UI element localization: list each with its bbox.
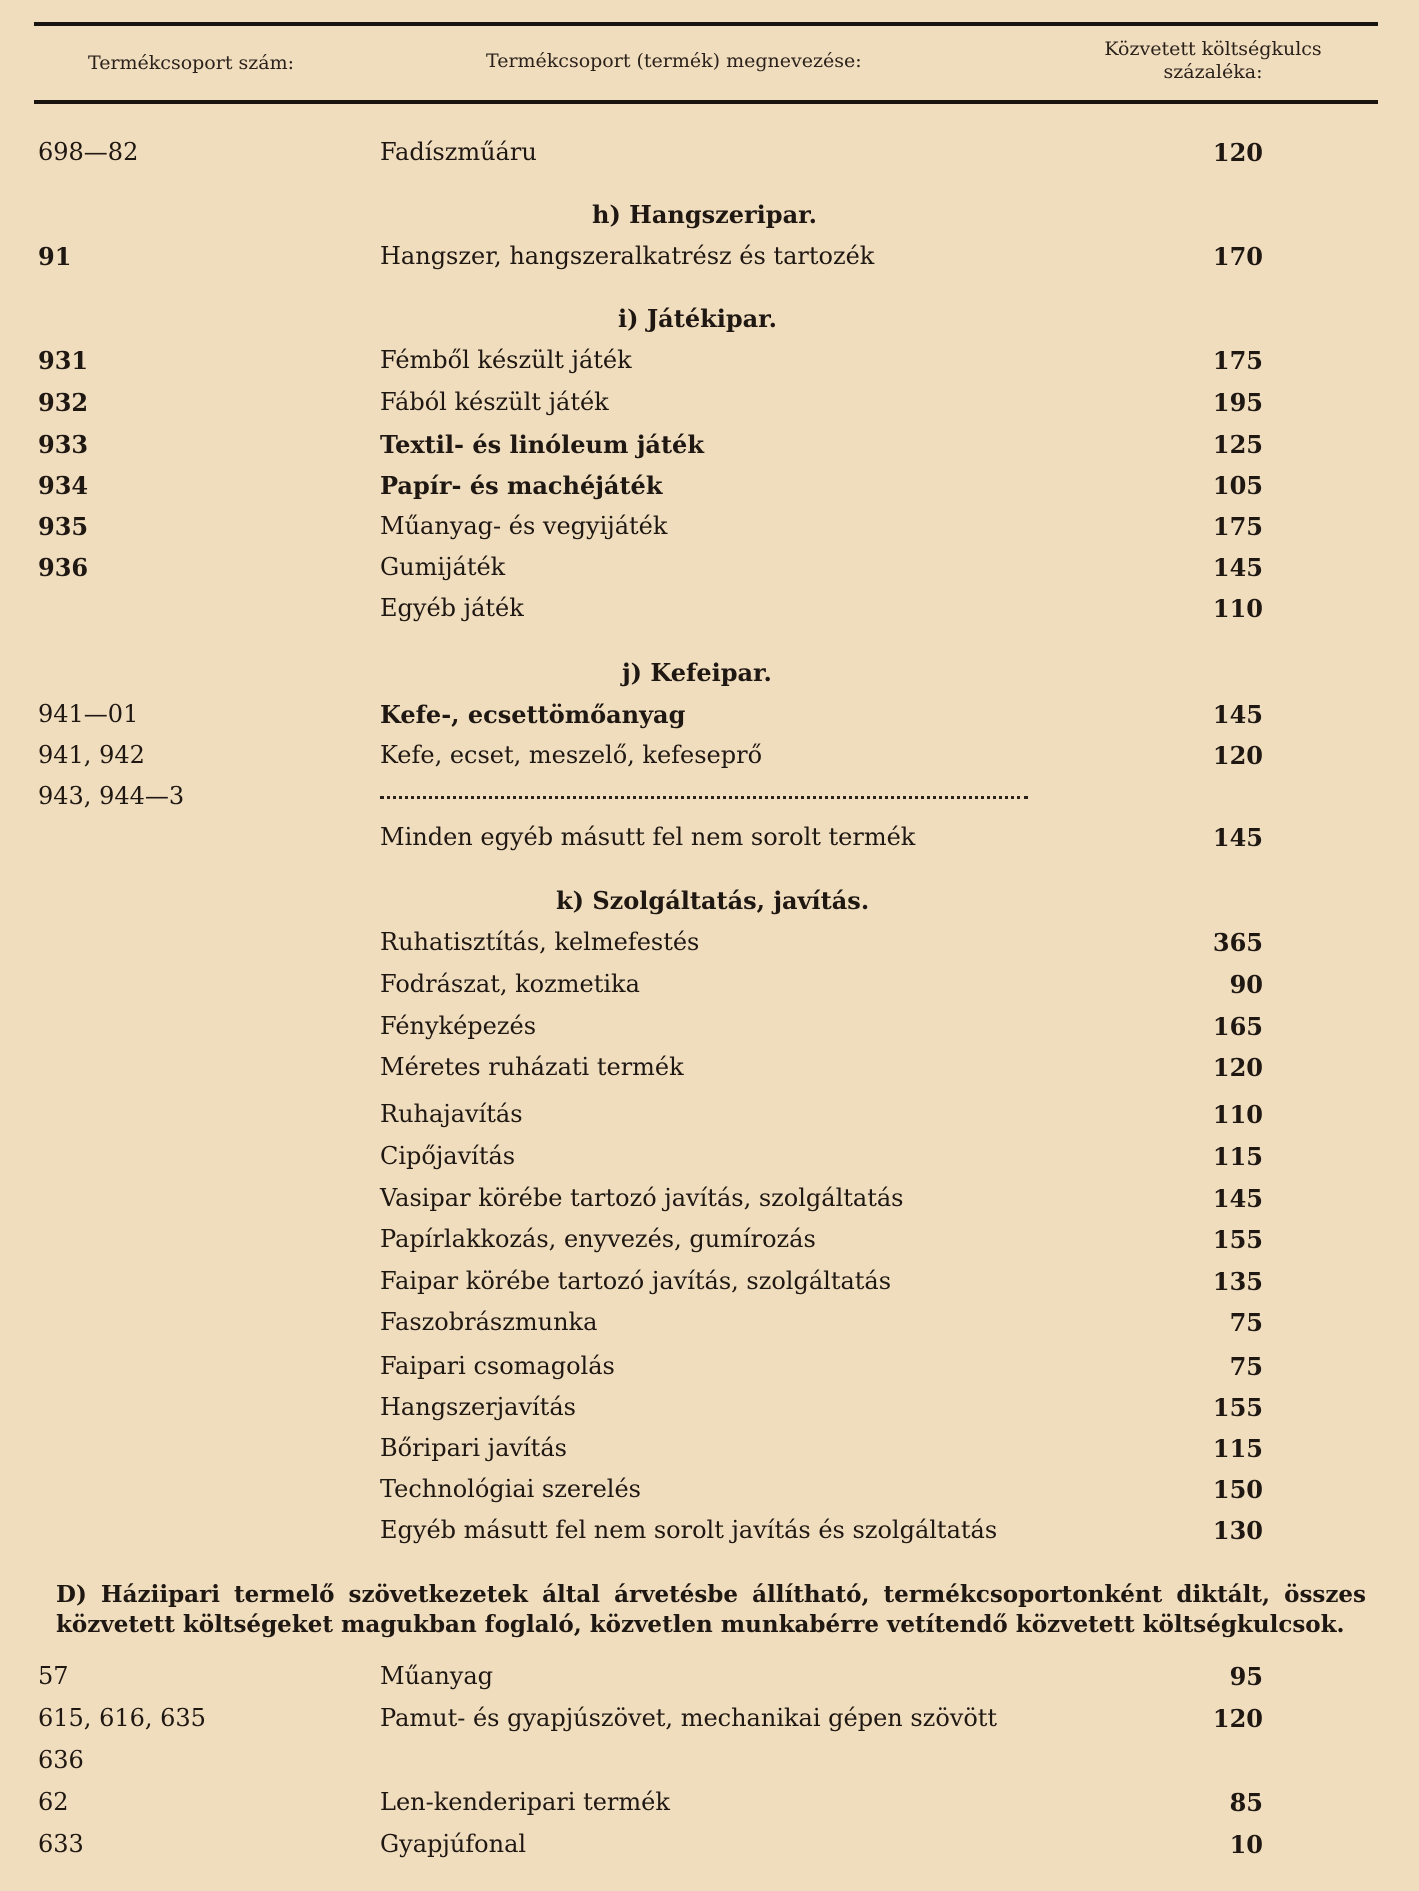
row-code: 698—82 [38, 138, 139, 166]
row-name: Bőripari javítás [380, 1434, 567, 1462]
row-name: Ruhatisztítás, kelmefestés [380, 928, 700, 956]
row-value: 90 [1229, 970, 1263, 999]
header-key-line1: Közvetett költségkulcs [1104, 38, 1322, 60]
section-heading-k: k) Szolgáltatás, javítás. [556, 886, 870, 915]
table-row [0, 1308, 1419, 1346]
row-name: Papír- és machéjáték [380, 471, 663, 500]
table-row [0, 970, 1419, 1008]
row-name: Cipőjavítás [380, 1142, 516, 1170]
table-row [0, 1352, 1419, 1390]
row-value: 170 [1212, 242, 1263, 271]
row-value: 120 [1212, 741, 1263, 770]
table-row [0, 553, 1419, 591]
row-value: 365 [1212, 928, 1263, 957]
row-code: 57 [38, 1662, 69, 1690]
table-row [0, 138, 1419, 176]
section-heading-h: h) Hangszeripar. [592, 200, 817, 229]
row-value: 175 [1212, 346, 1263, 375]
table-row [0, 700, 1419, 738]
table-row [0, 1788, 1419, 1826]
section-heading-i: i) Játékipar. [618, 304, 777, 333]
row-value: 115 [1212, 1434, 1263, 1463]
row-name: Méretes ruházati termék [380, 1053, 684, 1081]
row-name: Hangszerjavítás [380, 1393, 576, 1421]
row-value: 145 [1212, 553, 1263, 582]
table-row [0, 512, 1419, 550]
row-name: Pamut- és gyapjúszövet, mechanikai gépen szövött [380, 1704, 998, 1732]
header-key [1082, 38, 1344, 84]
row-code: 91 [38, 242, 72, 271]
row-code: 941—01 [38, 700, 139, 728]
row-name: Egyéb játék [380, 594, 524, 622]
table-row [0, 1516, 1419, 1554]
row-code: 62 [38, 1788, 69, 1816]
table-row [0, 928, 1419, 966]
row-name: Technológiai szerelés [380, 1475, 641, 1503]
header-name: Termékcsoport (termék) megnevezése: [486, 50, 862, 72]
row-value: 110 [1212, 594, 1263, 623]
row-name: Gumijáték [380, 553, 506, 581]
table-row [0, 388, 1419, 426]
table-row [0, 1100, 1419, 1138]
table-row [0, 823, 1419, 861]
row-value: 130 [1212, 1516, 1263, 1545]
table-row [0, 1267, 1419, 1305]
table-row [0, 1830, 1419, 1868]
row-name: Kefe, ecset, meszelő, kefeseprő [380, 741, 763, 769]
row-name: Faipar körébe tartozó javítás, szolgáltatás [380, 1267, 892, 1295]
table-row [0, 1746, 1419, 1784]
row-name: Vasipar körébe tartozó javítás, szolgáltatás [380, 1184, 904, 1212]
row-value: 120 [1212, 138, 1263, 167]
row-value: 10 [1229, 1830, 1263, 1859]
row-code: 941, 942 [38, 741, 145, 769]
row-value: 120 [1212, 1053, 1263, 1082]
row-value: 75 [1229, 1352, 1263, 1381]
dotted-leader [380, 796, 1028, 799]
table-row [0, 1053, 1419, 1091]
table-row [0, 1225, 1419, 1263]
row-name: Textil- és linóleum játék [380, 430, 704, 459]
row-name: Fémből készült játék [380, 346, 632, 374]
row-code: 636 [38, 1746, 84, 1774]
row-name: Fából készült játék [380, 388, 609, 416]
row-value: 145 [1212, 700, 1263, 729]
row-name: Kefe-, ecsettömőanyag [380, 700, 686, 729]
row-name: Műanyag [380, 1662, 494, 1690]
row-code: 615, 616, 635 [38, 1704, 206, 1732]
top-rule [34, 22, 1378, 26]
row-name: Fodrászat, kozmetika [380, 970, 640, 998]
row-value: 110 [1212, 1100, 1263, 1129]
table-row [0, 741, 1419, 779]
row-code: 935 [38, 512, 89, 541]
row-value: 125 [1212, 430, 1263, 459]
row-code: 943, 944—3 [38, 782, 185, 810]
row-value: 165 [1212, 1012, 1263, 1041]
table-row [0, 1142, 1419, 1180]
row-value: 85 [1229, 1788, 1263, 1817]
section-heading-d: D) Háziipari termelő szövetkezetek által árvetésbe állítható, termékcsoportonként diktált, összes közvetett költségeket magukban foglaló, közvetlen munkabérre vetítendő közvetett költségkulcsok. [56, 1581, 1366, 1638]
table-row [0, 1184, 1419, 1222]
row-code: 931 [38, 346, 89, 375]
header-rule [34, 100, 1378, 104]
table-row [0, 1704, 1419, 1742]
row-value: 115 [1212, 1142, 1263, 1171]
row-name: Egyéb másutt fel nem sorolt javítás és szolgáltatás [380, 1516, 998, 1544]
row-name: Ruhajavítás [380, 1100, 523, 1128]
row-name: Papírlakkozás, enyvezés, gumírozás [380, 1225, 816, 1253]
row-value: 95 [1229, 1662, 1263, 1691]
table-row [0, 594, 1419, 632]
row-value: 145 [1212, 823, 1263, 852]
row-value: 150 [1212, 1475, 1263, 1504]
section-heading-j: j) Kefeipar. [622, 658, 772, 687]
row-code: 936 [38, 553, 89, 582]
table-row [0, 1434, 1419, 1472]
row-value: 105 [1212, 471, 1263, 500]
row-name: Faipari csomagolás [380, 1352, 615, 1380]
table-row [0, 782, 1419, 820]
header-key-line2: százaléka: [1163, 61, 1263, 83]
row-name: Fényképezés [380, 1012, 537, 1040]
table-row [0, 242, 1419, 280]
row-code: 932 [38, 388, 89, 417]
row-name: Minden egyéb másutt fel nem sorolt termék [380, 823, 916, 851]
row-code: 933 [38, 430, 89, 459]
table-row [0, 346, 1419, 384]
table-row [0, 471, 1419, 509]
row-name: Gyapjúfonal [380, 1830, 527, 1858]
table-row [0, 430, 1419, 468]
table-row [0, 1393, 1419, 1431]
row-name: Műanyag- és vegyijáték [380, 512, 668, 540]
row-value: 120 [1212, 1704, 1263, 1733]
table-row [0, 1662, 1419, 1700]
row-code: 934 [38, 471, 89, 500]
row-value: 175 [1212, 512, 1263, 541]
table-row [0, 1012, 1419, 1050]
row-value: 155 [1212, 1393, 1263, 1422]
row-name: Fadíszműáru [380, 138, 537, 166]
row-name: Hangszer, hangszeralkatrész és tartozék [380, 242, 875, 270]
row-value: 155 [1212, 1225, 1263, 1254]
header-code: Termékcsoport szám: [88, 52, 294, 74]
row-value: 145 [1212, 1184, 1263, 1213]
table-row [0, 1475, 1419, 1513]
row-value: 195 [1212, 388, 1263, 417]
row-value: 135 [1212, 1267, 1263, 1296]
row-code: 633 [38, 1830, 84, 1858]
row-value: 75 [1229, 1308, 1263, 1337]
row-name: Len-kenderipari termék [380, 1788, 670, 1816]
row-name: Faszobrászmunka [380, 1308, 598, 1336]
